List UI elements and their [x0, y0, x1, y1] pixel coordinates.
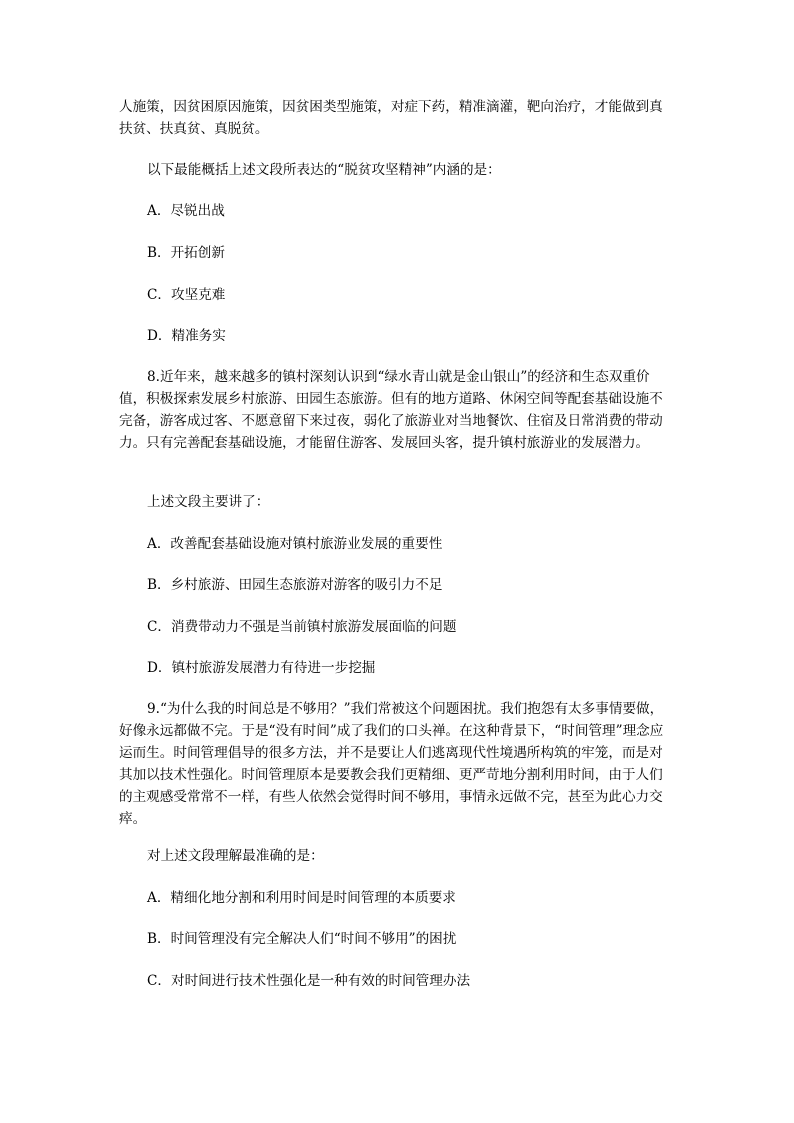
q7-option-d: D．精准务实	[147, 328, 226, 344]
q8-option-a: A．改善配套基础设施对镇村旅游业发展的重要性	[147, 536, 443, 552]
q8-option-c: C．消费带动力不强是当前镇村旅游发展面临的问题	[147, 619, 457, 635]
q8-option-b: B．乡村旅游、田园生态旅游对游客的吸引力不足	[147, 577, 443, 593]
q8-stem: 上述文段主要讲了：	[147, 494, 270, 510]
q7-option-a: A．尽锐出战	[147, 203, 225, 219]
q8-passage: 8.近年来，越来越多的镇村深刻认识到“绿水青山就是金山银山”的经济和生态双重价值，积极探索发展乡村旅游、田园生态旅游。但有的地方道路、休闲空间等配套基础设施不完备，游客成过客、不愿意留下来过夜，弱化了旅游业对当地餐饮、住宿及日常消费的带动力。只有完善配套基础设施，才能留住游客、发展回头客，提升镇村旅游业的发展潜力。	[119, 369, 663, 451]
q9-option-a: A．精细化地分割和利用时间是时间管理的本质要求	[147, 890, 456, 906]
q7-stem: 以下最能概括上述文段所表达的“脱贫攻坚精神”内涵的是：	[147, 162, 501, 178]
intro-continuation-paragraph: 人施策，因贫困原因施策，因贫困类型施策，对症下药，精准滴灌，靶向治疗，才能做到真扶贫、扶真贫、真脱贫。	[119, 99, 663, 137]
q9-stem: 对上述文段理解最准确的是：	[147, 848, 324, 864]
q9-option-c: C．对时间进行技术性强化是一种有效的时间管理办法	[147, 973, 471, 989]
q9-passage: 9.“为什么我的时间总是不够用？”我们常被这个问题困扰。我们抱怨有太多事情要做，好像永远都做不完。于是“没有时间”成了我们的口头禅。在这种背景下，“时间管理”理念应运而生。时间管理倡导的很多方法，并不是要让人们逃离现代性境遇所构筑的牢笼，而是对其加以技术性强化。时间管理原本是要教会我们更精细、更严苛地分割利用时间，由于人们的主观感受常常不一样，有些人依然会觉得时间不够用，事情永远做不完，甚至为此心力交瘁。	[119, 701, 664, 827]
q8-option-d: D．镇村旅游发展潜力有待进一步挖掘	[147, 660, 376, 676]
q7-option-b: B．开拓创新	[147, 245, 225, 261]
q9-option-b: B．时间管理没有完全解决人们“时间不够用”的困扰	[147, 931, 457, 947]
q7-option-c: C．攻坚克难	[147, 287, 226, 303]
